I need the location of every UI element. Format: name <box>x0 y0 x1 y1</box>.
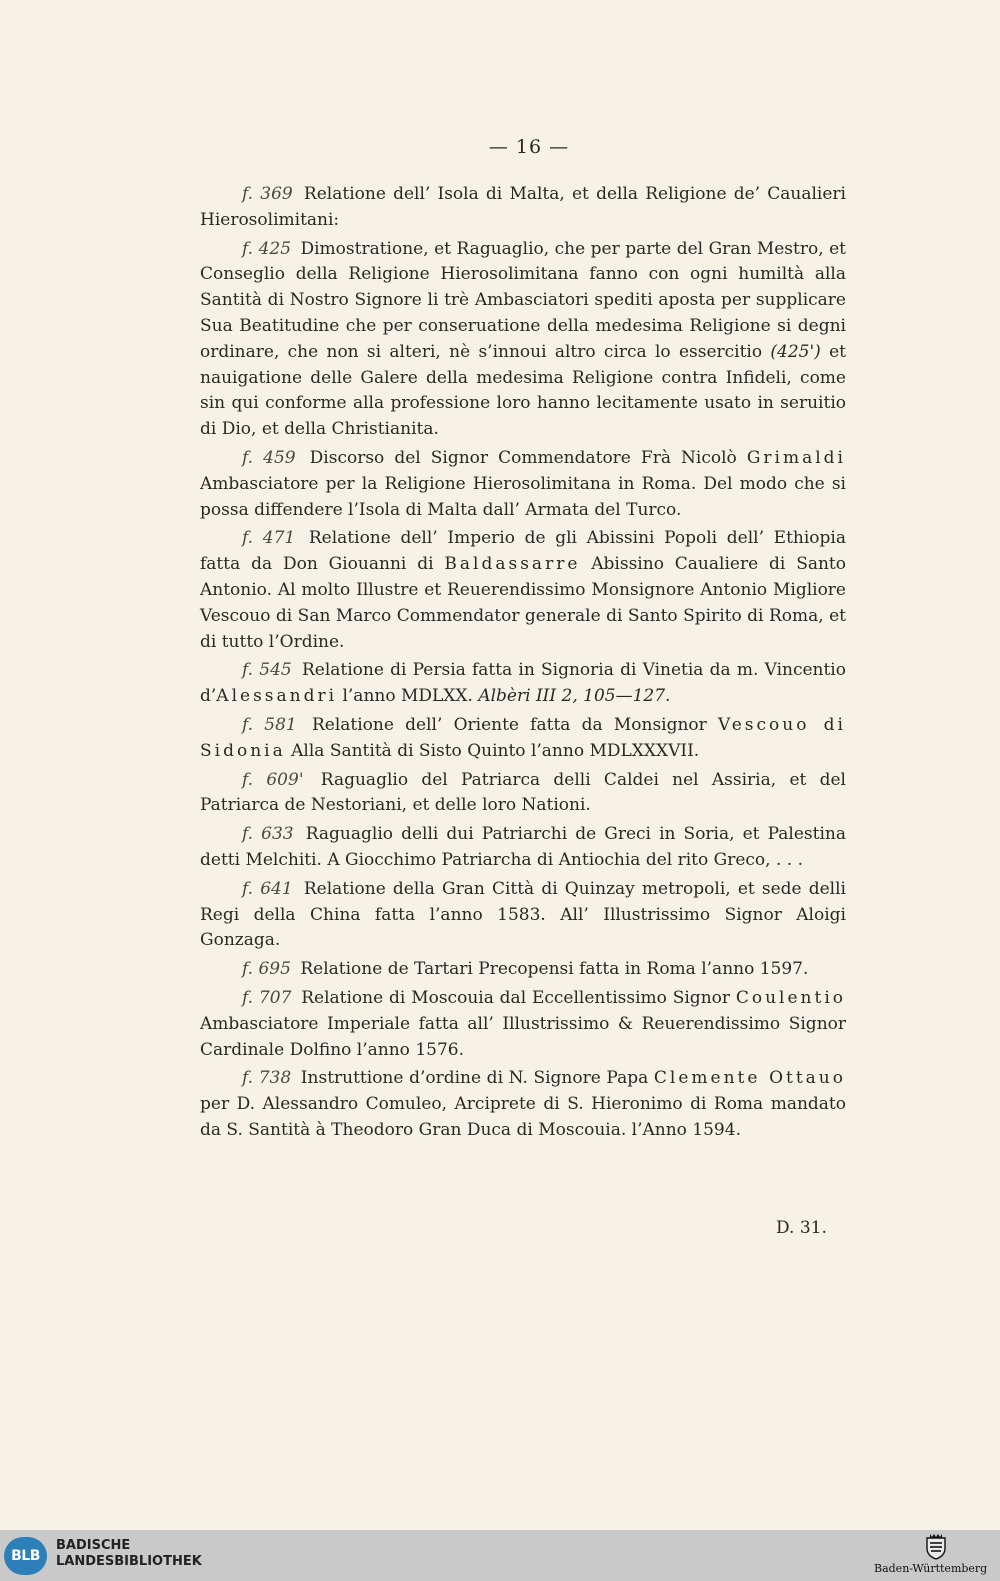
state-name[interactable]: Baden-Württemberg <box>874 1562 988 1575</box>
entry-text: Relatione de Tartari Precopensi fatta in Roma l’anno 1597. <box>294 959 809 980</box>
spaced-name: Baldassarre <box>444 554 581 575</box>
entry-text: Raguaglio delli dui Patriarchi de Greci in Soria, et Palestina detti Melchiti. A Giocchimo Patriarcha di Antiochia del rito Greco, . . . <box>200 824 846 870</box>
signature-mark: D. 31. <box>776 1218 827 1238</box>
entry-text: Instruttione d’ordine di N. Signore Papa <box>295 1068 654 1089</box>
entry-text-cont: l’anno MDLXX. <box>337 686 479 707</box>
spaced-name: Coulentio <box>735 987 846 1008</box>
spaced-name: Clemente Ottauo <box>653 1068 846 1089</box>
blb-logo[interactable]: BLB <box>4 1537 47 1575</box>
entry-text: Relatione dell’ Isola di Malta, et della Religione de’ Caualieri Hierosolimitani: <box>200 184 846 230</box>
folio-ref: f. 459 <box>242 447 296 468</box>
entry-581 <box>200 713 846 765</box>
folio-ref: f. 581 <box>242 714 297 735</box>
folio-ref: f. 471 <box>242 528 296 549</box>
entry-471 <box>200 526 846 655</box>
bibliographic-ref: Albèri III 2, 105—127. <box>478 686 671 707</box>
entry-text-cont: Ambasciatore Imperiale fatta all’ Illustrissimo & Reuerendissimo Signor Cardinale Dolfino l’anno 1576. <box>200 1013 846 1060</box>
entry-text: Dimostratione, et Raguaglio, che per parte del Gran Mestro, et Conseglio della Religione Hierosolimitana fanno con ogni humiltà alla Santità di Nostro Signore li trè Ambasciatori spediti aposta per supplicare Sua Beatitudine che per conseruatione della medesima Religione si degni ordinare, che non si alteri, nè s’innoui altro circa lo essercitio <box>200 238 846 362</box>
footer-bar <box>0 1530 1000 1581</box>
entry-text-cont: Alla Santità di Sisto Quinto l’anno MDLXXXVII. <box>285 740 700 761</box>
spaced-name: Alessandri <box>216 686 338 707</box>
entry-text: Relatione dell’ Imperio de gli Abissini Popoli dell’ Ethiopia fatta da Don Giouanni di <box>200 528 846 575</box>
entry-633 <box>200 822 846 874</box>
spaced-name: Vescouo di Sidonia <box>200 714 846 761</box>
folio-ref: f. 633 <box>242 824 294 845</box>
folio-cross-ref: (425') <box>770 341 821 362</box>
entry-545 <box>200 658 846 710</box>
library-name[interactable] <box>56 1538 202 1570</box>
entry-text-cont: Abissino Caualiere di Santo Antonio. Al molto Illustre et Reuerendissimo Monsignore Antonio Migliore Vescouo di San Marco Commendator generale di Santo Spirito di Roma, et di tutto l’Ordine. <box>200 554 846 652</box>
page-number: — 16 — <box>488 136 570 158</box>
entries-list <box>200 182 846 1147</box>
folio-ref: f. 425 <box>242 238 292 259</box>
folio-ref: f. 545 <box>242 660 292 681</box>
library-name-line2: LANDESBIBLIOTHEK <box>56 1554 202 1569</box>
coat-of-arms-icon <box>925 1532 947 1560</box>
spaced-name: Grimaldi <box>746 447 846 468</box>
entry-text: Raguaglio del Patriarca delli Caldei nel Assiria, et del Patriarca de Nestoriani, et delle loro Nationi. <box>200 769 846 816</box>
entry-425 <box>200 237 846 443</box>
entry-text: Discorso del Signor Commendatore Frà Nicolò <box>299 447 747 468</box>
entry-text: Relatione di Persia fatta in Signoria di Vinetia da m. Vincentio d’ <box>200 660 846 707</box>
entry-text-cont: Ambasciatore per la Religione Hierosolimitana in Roma. Del modo che si possa diffendere l’Isola di Malta dall’ Armata del Turco. <box>200 473 846 520</box>
entry-text: Relatione di Moscouia dal Eccellentissimo Signor <box>295 987 736 1008</box>
entry-695 <box>200 957 846 983</box>
entry-738 <box>200 1066 846 1143</box>
library-name-line1: BADISCHE <box>56 1538 131 1553</box>
folio-ref: f. 641 <box>242 878 293 899</box>
folio-ref: f. 609' <box>242 769 304 790</box>
folio-ref: f. 738 <box>242 1068 292 1089</box>
entry-text-cont: et nauigatione delle Galere della medesima Religione contra Infideli, come sin qui conforme alla professione loro hanno lecitamente usato in seruitio di Dio, et della Christianita. <box>200 341 846 440</box>
entry-369 <box>200 182 846 234</box>
folio-ref: f. 707 <box>242 987 292 1008</box>
folio-ref: f. 695 <box>242 959 291 980</box>
entry-text: Relatione della Gran Città di Quinzay metropoli, et sede delli Regi della China fatta l’anno 1583. All’ Illustrissimo Signor Aloigi Gonzaga. <box>200 878 846 951</box>
entry-641 <box>200 877 846 954</box>
entry-text-cont: per D. Alessandro Comuleo, Arciprete di S. Hieronimo di Roma mandato da S. Santità à Theodoro Gran Duca di Moscouia. l’Anno 1594. <box>200 1094 846 1140</box>
entry-707 <box>200 986 846 1063</box>
entry-459 <box>200 446 846 523</box>
entry-text: Relatione dell’ Oriente fatta da Monsignor <box>300 714 719 735</box>
entry-609 <box>200 768 846 820</box>
folio-ref: f. 369 <box>242 184 293 204</box>
